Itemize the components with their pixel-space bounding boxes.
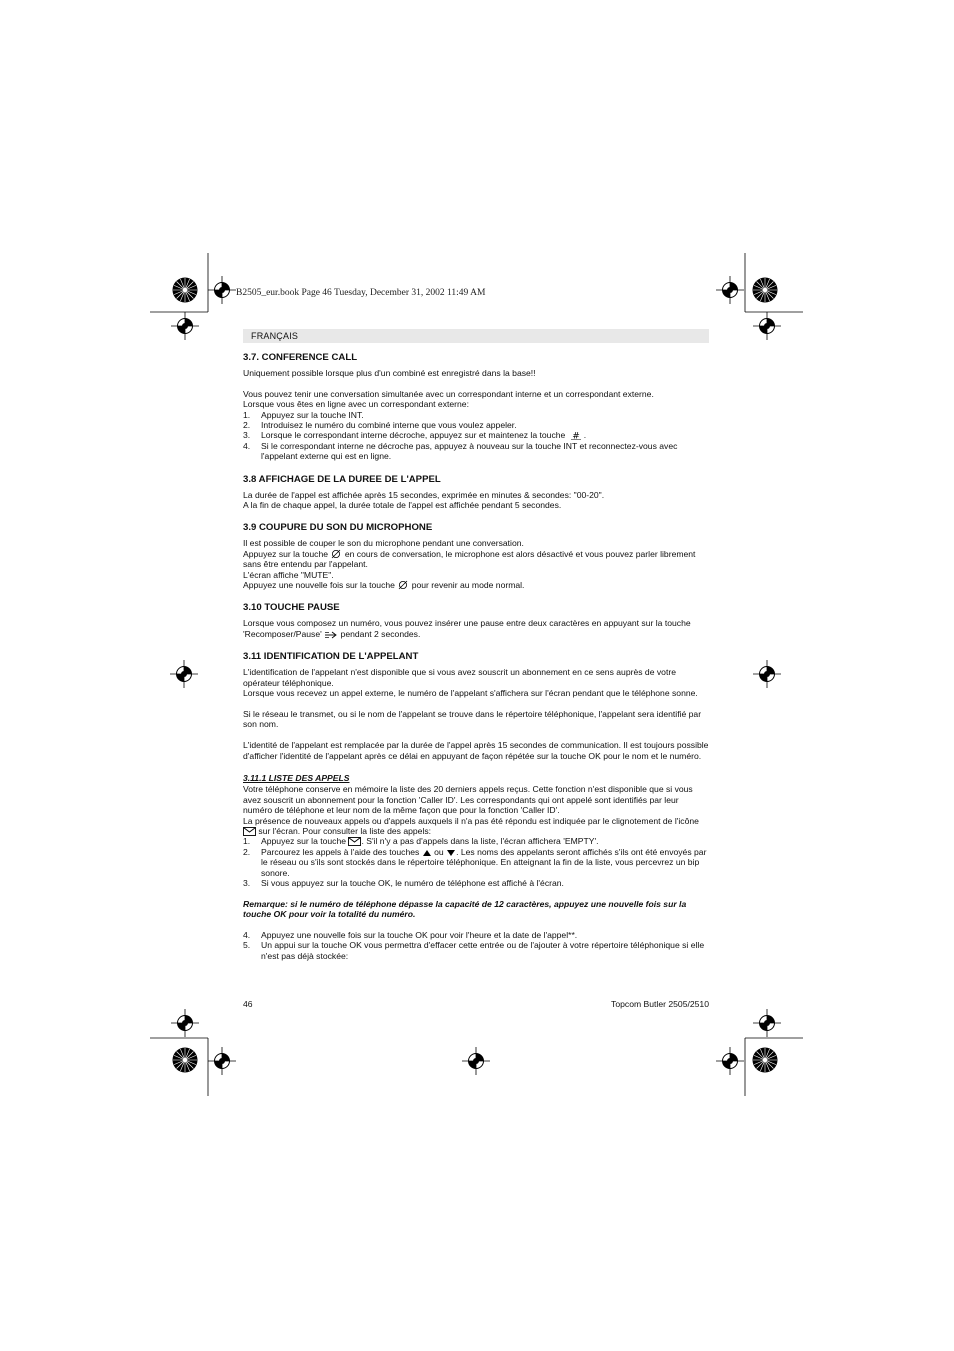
list-item: 5. Un appui sur la touche OK vous permettra d'effacer cette entrée ou de l'ajouter à votre répertoire téléphonique si elle n'est pas déjà stockée:	[243, 940, 705, 961]
svg-text:#: #	[571, 431, 580, 441]
arrow-up-icon	[422, 849, 432, 857]
list-item: 2. Introduisez le numéro du combiné interne que vous voulez appeler.	[243, 420, 517, 431]
language-header-bar	[243, 329, 709, 343]
paragraph: Il est possible de couper le son du microphone pendant une conversation.	[243, 538, 524, 549]
paragraph: L'écran affiche "MUTE".	[243, 569, 334, 580]
remark-note: Remarque: si le numéro de téléphone dépasse la capacité de 12 caractères, appuyez une nouvelle fois sur la touche OK pour voir la totalité du numéro.	[243, 898, 687, 920]
paragraph: Vous pouvez tenir une conversation simultanée avec un correspondant interne et un correspondant externe.	[243, 388, 654, 399]
envelope-icon	[348, 837, 361, 846]
steps-list	[243, 410, 709, 462]
section-call-list	[243, 773, 709, 961]
paragraph: La durée de l'appel est affichée après 15 secondes, exprimée en minutes & secondes: "00-20".	[243, 489, 605, 500]
paragraph: L'identification de l'appelant n'est disponible que si vous avez souscrit un abonnement en ce sens auprès de votre opérateur téléphonique.	[243, 667, 676, 688]
paragraph: A la fin de chaque appel, la durée totale de l'appel est affichée pendant 5 secondes.	[243, 500, 562, 511]
section-title: 3.11 IDENTIFICATION DE L'APPELANT	[243, 651, 419, 663]
paragraph: Lorsque vous recevez un appel externe, le numéro de l'appelant s'affichera sur l'écran pendant que le téléphone sonne.	[243, 688, 698, 699]
redial-pause-key-icon	[324, 631, 338, 639]
section-title: 3.7. CONFERENCE CALL	[243, 352, 358, 363]
mute-key-icon	[330, 549, 342, 559]
paragraph: Appuyez sur la touche en cours de conversation, le microphone est alors désactivé et vous pouvez parler librement sans être entendu par l'appelant.	[243, 548, 696, 570]
page-number: 46	[243, 999, 253, 1009]
subsection-title: 3.11.1 LISTE DES APPELS	[243, 772, 350, 783]
paragraph: Si le réseau le transmet, ou si le nom de l'appelant se trouve dans le répertoire téléphonique, l'appelant sera identifié par son nom.	[243, 708, 702, 730]
section-pause-key	[243, 602, 709, 639]
product-name: Topcom Butler 2505/2510	[611, 999, 709, 1009]
list-item: 4. Appuyez une nouvelle fois sur la touche OK pour voir l'heure et la date de l'appel**.	[243, 929, 578, 940]
paragraph: Appuyez une nouvelle fois sur la touche pour revenir au mode normal.	[243, 580, 525, 591]
list-item: 1. Appuyez sur la touche . S'il n'y a pas d'appels dans la liste, l'écran affichera 'EMPTY'.	[243, 836, 599, 847]
section-caller-id	[243, 651, 709, 761]
arrow-down-icon	[446, 849, 456, 857]
section-conference-call	[243, 352, 709, 462]
section-call-duration	[243, 474, 709, 511]
steps-list	[243, 930, 709, 961]
envelope-icon	[243, 827, 256, 836]
language-label: FRANÇAIS	[251, 331, 299, 341]
paragraph: Votre téléphone conserve en mémoire la liste des 20 derniers appels reçus. Cette fonction n'est disponible que si vous avez souscrit un abonnement pour la fonction 'Caller ID'. Les correspondants qui ont appelé sont identifiés par leur numéro de téléphone et leur nom de la même façon que pour la fonction 'Caller ID'.	[243, 784, 693, 816]
hash-key-icon	[568, 430, 584, 440]
section-title: 3.9 COUPURE DU SON DU MICROPHONE	[243, 522, 433, 534]
section-title: 3.10 TOUCHE PAUSE	[243, 602, 340, 614]
list-item: 3. Si vous appuyez sur la touche OK, le numéro de téléphone est affiché à l'écran.	[243, 877, 564, 888]
steps-list	[243, 836, 709, 888]
mute-key-icon	[397, 580, 409, 590]
list-item: 3. Lorsque le correspondant interne décroche, appuyez sur et maintenez la touche # .	[243, 430, 587, 441]
section-title: 3.8 AFFICHAGE DE LA DUREE DE L'APPEL	[243, 473, 441, 485]
page-content	[243, 352, 709, 961]
paragraph: Lorsque vous composez un numéro, vous pouvez insérer une pause entre deux caractères en appuyant sur la touche 'Recomposer/Pause' pendant 2 secondes.	[243, 618, 691, 639]
book-slug: B2505_eur.book Page 46 Tuesday, December 31, 2002 11:49 AM	[236, 288, 486, 298]
paragraph: Lorsque vous êtes en ligne avec un correspondant externe:	[243, 399, 469, 410]
list-item: 1. Appuyez sur la touche INT.	[243, 409, 364, 420]
paragraph: Uniquement possible lorsque plus d'un combiné est enregistré dans la base!!	[243, 368, 536, 378]
paragraph: L'identité de l'appelant est remplacée par la durée de l'appel après 15 secondes de communication. Il est toujours possible d'afficher l'identité de l'appelant après ce délai en appuyant de façon répétée sur la touche OK pour le nom et le numéro.	[243, 740, 709, 761]
list-item: 4. Si le correspondant interne ne décroche pas, appuyez à nouveau sur la touche INT et reconnectez-vous avec l'appelant externe qui est en ligne.	[243, 440, 678, 462]
paragraph: La présence de nouveaux appels ou d'appels auxquels il n'a pas été répondu est indiquée par le clignotement de l'icône sur l'écran. Pour consulter la liste des appels:	[243, 815, 699, 836]
section-microphone-mute	[243, 522, 709, 590]
list-item: 2. Parcourez les appels à l'aide des touches ou . Les noms des appelants seront affichés s'ils ont été envoyés par le réseau ou s'ils sont stockés dans le répertoire téléphonique. En atteignant la fin de la liste, vous percevrez un bip sonore.	[243, 846, 707, 878]
